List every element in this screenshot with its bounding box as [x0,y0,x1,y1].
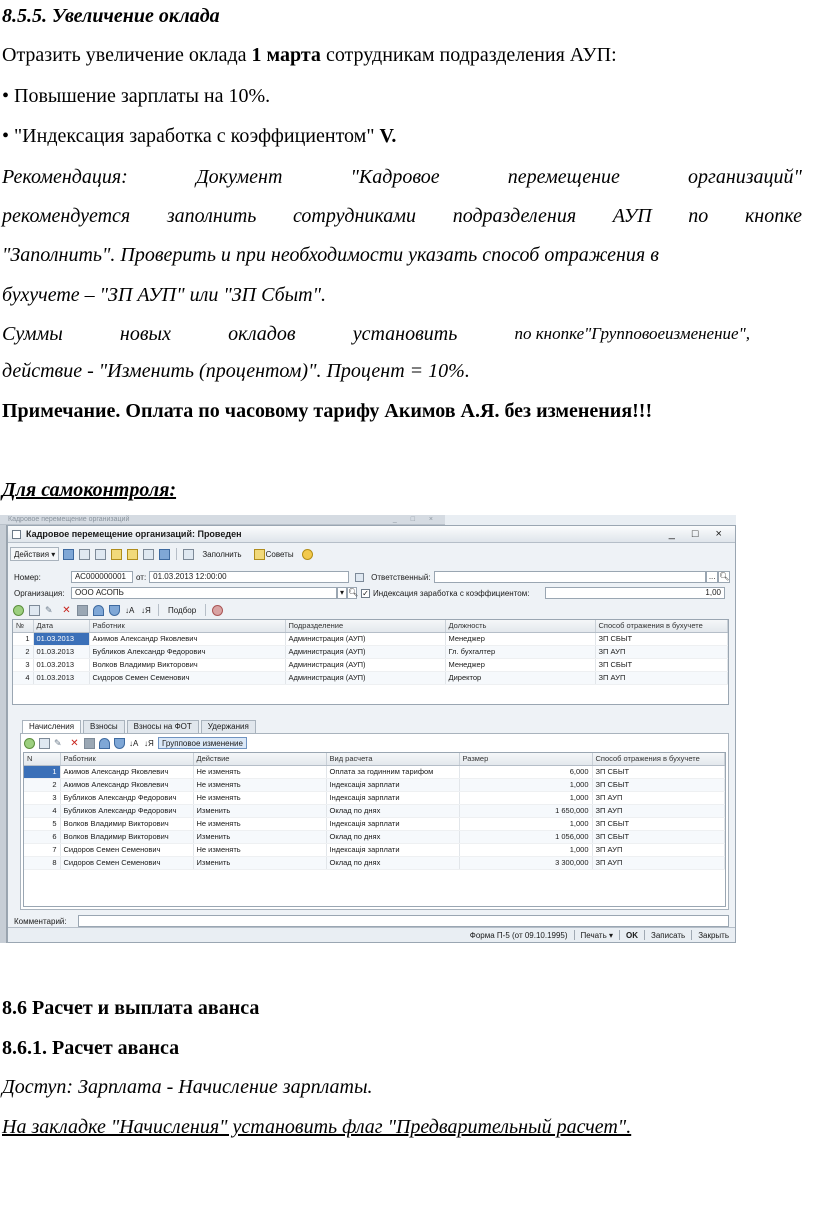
recommendation-line-1 [2,165,802,189]
indexation-checkbox[interactable]: ✓ [362,588,369,598]
rec-word: по [688,205,709,227]
save-post-icon[interactable] [63,549,74,560]
tips-label: Советы [265,549,294,559]
table-cell[interactable]: Бубликов Александр Федорович [89,645,285,658]
task-prefix: Отразить увеличение оклада [2,44,252,66]
background-window-controls: _ □ × [392,516,439,523]
sort-asc-icon[interactable]: ↓A [129,738,139,748]
rec-word: заполнить [166,205,257,227]
column-header[interactable]: N [24,753,60,765]
table-cell[interactable]: Оклад по днях [326,804,459,817]
accruals-toolbar [23,736,247,750]
table-cell[interactable]: Оклад по днях [326,856,459,869]
table-cell[interactable]: 1 650,000 [459,804,592,817]
table-cell[interactable]: Бубликов Александр Федорович [60,804,193,817]
table-cell: 7 [24,843,60,856]
salary-instruction-line-2: действие - "Изменить (процентом)". Процент = 10%. [2,360,470,382]
table-cell[interactable]: Изменить [193,804,326,817]
rec-word: Рекомендация: [2,166,128,188]
table-cell[interactable]: Администрация (АУП) [285,671,445,684]
table-cell[interactable]: Изменить [193,856,326,869]
table-cell: 4 [24,804,60,817]
accruals-table-header [24,753,725,765]
column-header[interactable]: № [13,620,33,632]
table-cell: 1 [24,765,60,778]
copy-row-icon[interactable] [29,605,40,616]
footer-separator [691,930,692,940]
column-header[interactable]: Должность [445,620,595,632]
tips-button[interactable] [249,547,298,561]
actions-label: Действия [14,549,50,559]
background-window-title-text: Кадровое перемещение организаций [8,516,130,523]
hierarchy-icon[interactable] [111,549,122,560]
table-cell[interactable]: Акимов Александр Яковлевич [60,765,193,778]
rec-word: сотрудниками [293,205,417,227]
table-cell: 8 [24,856,60,869]
task-date: 1 марта [251,44,321,66]
comment-field[interactable] [78,915,729,927]
table-cell[interactable]: Волков Владимир Викторович [89,658,285,671]
organization-dropdown-icon[interactable]: ▾ [337,587,347,599]
rec-word: "Кадровое [350,166,440,188]
table-cell[interactable]: Оклад по днях [326,830,459,843]
table-cell: 5 [24,817,60,830]
table-cell[interactable]: Акимов Александр Яковлевич [89,632,285,645]
table-row[interactable] [24,843,725,856]
document-icon [12,530,21,539]
print-label: Печать [580,930,607,940]
copy-row-icon[interactable] [39,738,50,749]
table-row[interactable] [24,856,725,869]
tab-strip [22,720,256,734]
column-header[interactable]: Подразделение [285,620,445,632]
salary-instruction-line-1 [2,322,750,346]
move-up-icon[interactable] [99,738,110,749]
rec-word: рекомендуется [2,205,131,227]
section-heading-8-6-1: 8.6.1. Расчет аванса [2,1037,180,1059]
search-icon[interactable] [143,549,154,560]
table-cell[interactable]: 1,000 [459,817,592,830]
table-cell[interactable]: ЗП АУП [592,843,725,856]
sort-desc-icon[interactable]: ↓Я [141,605,151,615]
list-icon[interactable] [183,549,194,560]
table-cell[interactable]: ЗП СБЫТ [592,765,725,778]
organization-field[interactable]: ООО АСОПЬ [71,587,337,599]
tab-contributions[interactable]: Взносы [83,720,125,733]
responsible-label: Ответственный: [371,572,431,582]
section-heading-8-5-5: 8.5.5. Увеличение оклада [2,5,220,27]
table-cell[interactable]: Администрация (АУП) [285,658,445,671]
window-titlebar [8,526,735,543]
table-cell[interactable]: Не изменять [193,843,326,856]
table-row[interactable] [13,645,728,658]
table-cell[interactable]: ЗП АУП [592,804,725,817]
accruals-table [23,752,726,907]
window-title: Кадровое перемещение организаций: Проведен [26,529,242,539]
sum-word: Суммы [2,323,63,345]
table-cell[interactable]: Волков Владимир Викторович [60,830,193,843]
accruals-panel [20,733,729,910]
delete-row-icon[interactable]: ✕ [70,737,79,749]
structure-icon[interactable] [127,549,138,560]
table-cell[interactable]: Не изменять [193,817,326,830]
employees-table [12,619,729,705]
edit-row-icon[interactable]: ✎ [45,604,53,615]
form-p5-link[interactable]: Форма П-5 (от 09.10.1995) [469,930,568,940]
tab-payroll-contributions[interactable]: Взносы на ФОТ [127,720,199,733]
table-cell[interactable]: Менеджер [445,658,595,671]
comment-row [14,914,729,928]
column-header[interactable]: Вид расчета [326,753,459,765]
actions-menu-button[interactable]: Действия ▾ [10,547,59,561]
date-from-label: от: [136,572,147,582]
table-cell[interactable]: Індексація зарплати [326,843,459,856]
column-header[interactable]: Работник [89,620,285,632]
table-cell[interactable]: Індексація зарплати [326,778,459,791]
window-footer [8,927,735,942]
report-icon[interactable] [159,549,170,560]
bullet-indexation-flag: V. [379,125,397,147]
sum-word: установить [352,323,458,345]
table-row[interactable] [24,817,725,830]
column-header[interactable]: Действие [193,753,326,765]
footer-separator [644,930,645,940]
hr-transfer-screenshot [0,515,736,943]
toolbar-separator [176,548,177,560]
table-cell[interactable]: 1,000 [459,843,592,856]
table-row[interactable] [13,671,728,684]
organization-search-icon[interactable]: 🔍︎ [348,588,359,597]
table-cell: 2 [24,778,60,791]
table-row[interactable] [13,632,728,645]
rec-word: организаций" [688,166,802,188]
table-cell[interactable]: 6,000 [459,765,592,778]
table-cell[interactable]: 3 300,000 [459,856,592,869]
table-cell[interactable]: Індексація зарплати [326,791,459,804]
fill-button[interactable]: Заполнить [202,549,242,559]
table-cell: 3 [24,791,60,804]
recommendation-line-2 [2,204,802,228]
toolbar-separator [158,604,159,616]
column-header[interactable]: Дата [33,620,89,632]
column-header[interactable]: Способ отражения в бухучете [595,620,728,632]
tab-accruals[interactable]: Начисления [22,720,81,734]
toolbar-separator [205,604,206,616]
recommendation-line-3: "Заполнить". Проверить и при необходимости указать способ отражения в [2,244,659,266]
table-cell[interactable]: Не изменять [193,778,326,791]
main-toolbar [10,546,730,562]
edit-row-icon[interactable]: ✎ [54,737,62,748]
organization-label: Организация: [14,588,65,598]
rec-word: Документ [195,166,283,188]
table-row[interactable] [13,658,728,671]
table-cell[interactable]: 1,000 [459,778,592,791]
left-panel-edge [0,525,7,943]
table-row[interactable] [24,765,725,778]
table-cell[interactable]: ЗП СБЫТ [592,778,725,791]
group-change-button[interactable]: Групповое изменение [158,737,247,749]
number-label: Номер: [14,572,41,582]
table-cell[interactable]: 01.03.2013 [33,632,89,645]
table-cell[interactable]: Не изменять [193,765,326,778]
access-path: Доступ: Зарплата - Начисление зарплаты. [2,1076,373,1098]
background-window-title [0,515,445,525]
rec-word: АУП [612,205,652,227]
tab-deductions[interactable]: Удержания [201,720,256,733]
table-cell[interactable]: 01.03.2013 [33,645,89,658]
table-cell[interactable]: Бубликов Александр Федорович [60,791,193,804]
recommendation-line-4: бухучете – "ЗП АУП" или "ЗП Сбыт". [2,284,327,306]
column-header[interactable]: Работник [60,753,193,765]
table-cell[interactable]: ЗП СБЫТ [592,830,725,843]
table-cell[interactable]: 1 056,000 [459,830,592,843]
table-cell[interactable]: Акимов Александр Яковлевич [60,778,193,791]
document-window [7,525,736,943]
move-down-icon[interactable] [114,738,125,749]
table-row[interactable] [24,830,725,843]
copy-icon[interactable] [95,549,106,560]
table-cell[interactable]: Директор [445,671,595,684]
section-heading-8-6: 8.6 Расчет и выплата аванса [2,997,260,1019]
table-cell: 2 [13,645,33,658]
table-cell[interactable]: Оплата за годинним тарифом [326,765,459,778]
table-cell[interactable]: 1,000 [459,791,592,804]
close-button[interactable]: Закрыть [698,930,729,940]
employees-table-header [13,620,728,632]
table-cell[interactable]: Сидоров Семен Семенович [60,856,193,869]
table-cell[interactable]: Администрация (АУП) [285,645,445,658]
selection-button[interactable]: Подбор [168,605,197,615]
add-row-icon[interactable] [13,605,24,616]
table-cell[interactable]: Гл. бухгалтер [445,645,595,658]
save-button[interactable]: Записать [651,930,686,940]
responsible-search-icon[interactable]: 🔍︎ [719,572,730,581]
print-button[interactable]: Печать ▾ [580,930,613,940]
table-cell: 3 [13,658,33,671]
column-header[interactable]: Размер [459,753,592,765]
task-suffix: сотрудникам подразделения АУП: [320,44,617,66]
tips-icon [254,549,265,560]
table-cell[interactable]: 01.03.2013 [33,658,89,671]
table-row[interactable] [24,778,725,791]
footer-separator [619,930,620,940]
self-check-heading: Для самоконтроля: [2,479,177,501]
accruals-tab-instruction: На закладке "Начисления" установить флаг "Предварительный расчет". [2,1116,632,1138]
table-cell[interactable]: Администрация (АУП) [285,632,445,645]
add-row-icon[interactable] [24,738,35,749]
table-row[interactable] [24,791,725,804]
table-cell[interactable]: Менеджер [445,632,595,645]
sort-desc-icon[interactable]: ↓Я [144,738,154,748]
rec-word: подразделения [452,205,577,227]
date-field[interactable]: 01.03.2013 12:00:00 [149,571,349,583]
calendar-icon[interactable] [355,573,364,582]
table-cell[interactable]: ЗП АУП [592,856,725,869]
end-edit-icon[interactable] [77,605,88,616]
table-cell[interactable]: Сидоров Семен Семенович [89,671,285,684]
number-row [14,570,730,584]
column-header[interactable]: Способ отражения в бухучете [592,753,725,765]
sum-word: окладов [228,323,296,345]
table-cell[interactable]: 01.03.2013 [33,671,89,684]
end-edit-icon[interactable] [84,738,95,749]
table-cell[interactable]: Сидоров Семен Семенович [60,843,193,856]
table-cell: 1 [13,632,33,645]
staff-icon[interactable] [212,605,223,616]
move-up-icon[interactable] [93,605,104,616]
table-cell[interactable]: ЗП АУП [595,671,728,684]
number-field[interactable]: АС000000001 [71,571,133,583]
rec-word: перемещение [507,166,620,188]
responsible-select-button[interactable]: ... [706,571,718,583]
window-controls[interactable]: _ □ × [668,528,729,540]
bullet-indexation-text: • "Индексация заработка с коэффициентом" [2,125,380,147]
table-cell[interactable]: ЗП АУП [592,791,725,804]
table-cell[interactable]: Не изменять [193,791,326,804]
employees-toolbar [12,602,732,618]
comment-label: Комментарий: [14,916,67,926]
table-cell: 6 [24,830,60,843]
table-cell[interactable]: Изменить [193,830,326,843]
table-cell[interactable]: Волков Владимир Викторович [60,817,193,830]
indexation-coefficient-field[interactable]: 1,00 [545,587,725,599]
sort-asc-icon[interactable]: ↓A [125,605,135,615]
delete-row-icon[interactable]: ✕ [62,604,71,616]
sum-word: новых [119,323,171,345]
indexation-label: Индексация заработка с коэффициентом: [373,588,530,598]
note-akimov: Примечание. Оплата по часовому тарифу Акимов А.Я. без изменения!!! [2,400,653,422]
sum-word: по кнопке"Групповоеизменение", [514,324,750,343]
table-cell[interactable]: ЗП СБЫТ [595,632,728,645]
table-row[interactable] [24,804,725,817]
footer-separator [574,930,575,940]
table-cell[interactable]: ЗП СБЫТ [592,817,725,830]
table-cell: 4 [13,671,33,684]
responsible-field[interactable] [434,571,706,583]
organization-row [14,586,725,600]
table-cell[interactable]: ЗП СБЫТ [595,658,728,671]
rec-word: кнопке [744,205,802,227]
table-cell[interactable]: ЗП АУП [595,645,728,658]
task-description [2,43,617,67]
help-icon[interactable] [302,549,313,560]
bullet-indexation [2,124,396,148]
move-down-icon[interactable] [109,605,120,616]
ok-button[interactable]: OK [626,930,638,940]
bullet-salary-raise: • Повышение зарплаты на 10%. [2,85,271,107]
table-cell[interactable]: Індексація зарплати [326,817,459,830]
post-icon[interactable] [79,549,90,560]
